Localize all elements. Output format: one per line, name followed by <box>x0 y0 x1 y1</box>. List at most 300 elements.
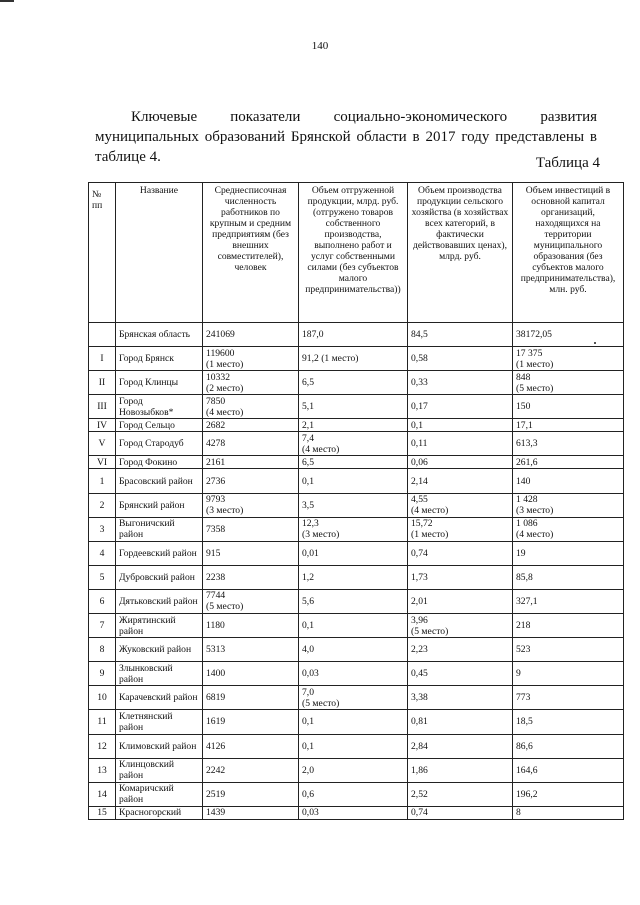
table-row <box>89 734 624 758</box>
cell-num <box>89 432 116 456</box>
cell-invest-rank: (5 место) <box>516 382 554 394</box>
cell-num <box>89 419 116 432</box>
cell-shipped <box>299 638 408 662</box>
cell-invest <box>513 469 624 493</box>
cell-shipped-value: 2,1 <box>302 419 314 431</box>
cell-agri <box>408 323 513 347</box>
cell-employees <box>203 541 299 565</box>
cell-shipped <box>299 565 408 589</box>
cell-invest <box>513 734 624 758</box>
cell-name <box>116 469 203 493</box>
cell-invest <box>513 323 624 347</box>
cell-employees-value: 5313 <box>206 644 226 656</box>
cell-agri <box>408 456 513 469</box>
cell-name <box>116 456 203 469</box>
cell-shipped <box>299 456 408 469</box>
cell-invest <box>513 662 624 686</box>
cell-num <box>89 323 116 347</box>
cell-employees-value: 7744 <box>206 590 226 602</box>
cell-shipped <box>299 419 408 432</box>
cell-shipped-value: 5,6 <box>302 595 314 607</box>
cell-employees <box>203 517 299 541</box>
cell-shipped-value: 1,2 <box>302 571 314 583</box>
cell-shipped-value: 3,5 <box>302 499 314 511</box>
cell-shipped-value: 7,4 <box>302 432 314 444</box>
cell-num <box>89 589 116 613</box>
cell-name-value: Выгоничский район <box>119 518 175 541</box>
cell-agri-value: 0,1 <box>411 419 423 431</box>
cell-employees <box>203 493 299 517</box>
cell-employees <box>203 456 299 469</box>
cell-invest <box>513 493 624 517</box>
header-employees: Среднесписочная численность работников по крупным и средним предприятиям (без внешних совместителей), человек <box>203 183 299 323</box>
cell-agri-value: 0,33 <box>411 377 428 389</box>
table-row <box>89 371 624 395</box>
cell-shipped <box>299 432 408 456</box>
cell-shipped-value: 7,0 <box>302 686 314 698</box>
cell-agri <box>408 565 513 589</box>
cell-agri-value: 84,5 <box>411 329 428 341</box>
cell-employees <box>203 469 299 493</box>
cell-employees-rank: (5 место) <box>206 601 244 613</box>
table-row <box>89 758 624 782</box>
cell-num <box>89 395 116 419</box>
cell-shipped <box>299 323 408 347</box>
cell-num <box>89 686 116 710</box>
cell-agri <box>408 662 513 686</box>
header-num: № пп <box>89 183 116 323</box>
cell-agri-value: 3,38 <box>411 692 428 704</box>
cell-agri-rank: (5 место) <box>411 625 449 637</box>
cell-employees-value: 2682 <box>206 419 226 431</box>
cell-employees-value: 2736 <box>206 475 226 487</box>
cell-num-value: 3 <box>99 523 105 535</box>
cell-agri <box>408 734 513 758</box>
cell-shipped-value: 0,03 <box>302 807 319 819</box>
cell-num-value: I <box>100 353 104 365</box>
cell-name <box>116 432 203 456</box>
cell-name-value: Город Фокино <box>119 456 178 468</box>
cell-name-value: Дятьковский район <box>119 595 198 607</box>
cell-invest <box>513 456 624 469</box>
cell-employees-value: 119600 <box>206 347 235 359</box>
cell-agri-value: 0,81 <box>411 716 428 728</box>
cell-agri <box>408 638 513 662</box>
cell-invest <box>513 806 624 819</box>
table-row <box>89 782 624 806</box>
cell-shipped <box>299 614 408 638</box>
cell-shipped-rank: (4 место) <box>302 443 340 455</box>
cell-invest-value: 85,8 <box>516 571 533 583</box>
cell-name <box>116 419 203 432</box>
cell-invest <box>513 371 624 395</box>
cell-name <box>116 395 203 419</box>
table-row <box>89 662 624 686</box>
cell-name-value: Карачевский район <box>119 692 198 704</box>
cell-invest-value: 261,6 <box>516 456 538 468</box>
cell-shipped-value: 2,0 <box>302 764 314 776</box>
cell-employees-value: 6819 <box>206 692 226 704</box>
cell-agri-value: 2,23 <box>411 644 428 656</box>
cell-agri <box>408 469 513 493</box>
table-row <box>89 395 624 419</box>
cell-num-value: 9 <box>99 668 105 680</box>
cell-name-value: Дубровский район <box>119 571 195 583</box>
cell-invest-value: 196,2 <box>516 788 538 800</box>
cell-num-value: 13 <box>97 764 107 776</box>
cell-name-value: Клинцовский район <box>119 759 175 782</box>
intro-paragraph: Ключевые показатели социально-экономического развития муниципальных образований Брянской области в 2017 году представлены в таблице 4. <box>95 109 597 165</box>
indicators-table <box>88 182 624 820</box>
cell-num <box>89 782 116 806</box>
cell-num-value: 8 <box>99 644 105 656</box>
cell-name-value: Город Клинцы <box>119 377 179 389</box>
cell-employees <box>203 395 299 419</box>
cell-num <box>89 758 116 782</box>
cell-employees-value: 10332 <box>206 371 230 383</box>
cell-agri <box>408 517 513 541</box>
table-row <box>89 323 624 347</box>
header-name: Название <box>116 183 203 323</box>
cell-employees-value: 7850 <box>206 395 226 407</box>
cell-agri-value: 0,74 <box>411 807 428 819</box>
cell-invest-value: 17 375 <box>516 347 543 359</box>
cell-shipped-value: 91,2 (1 место) <box>302 353 359 365</box>
cell-invest <box>513 432 624 456</box>
table-row <box>89 710 624 734</box>
cell-agri-value: 2,14 <box>411 475 428 487</box>
cell-name <box>116 638 203 662</box>
cell-invest-rank: (1 место) <box>516 358 554 370</box>
cell-num <box>89 541 116 565</box>
cell-num <box>89 614 116 638</box>
cell-agri <box>408 758 513 782</box>
table-caption: Таблица 4 <box>535 155 600 171</box>
cell-invest-value: 218 <box>516 620 531 632</box>
cell-agri <box>408 395 513 419</box>
cell-employees-value: 4126 <box>206 740 226 752</box>
cell-agri <box>408 432 513 456</box>
table-row <box>89 614 624 638</box>
table-row <box>89 686 624 710</box>
table-row <box>89 541 624 565</box>
cell-agri-value: 2,52 <box>411 788 428 800</box>
cell-invest <box>513 541 624 565</box>
cell-invest-value: 19 <box>516 547 526 559</box>
cell-employees <box>203 662 299 686</box>
cell-employees-rank: (4 место) <box>206 406 244 418</box>
cell-invest <box>513 758 624 782</box>
cell-num <box>89 710 116 734</box>
cell-invest-value: 18,5 <box>516 716 533 728</box>
cell-employees-value: 4278 <box>206 438 226 450</box>
cell-shipped <box>299 662 408 686</box>
cell-invest <box>513 614 624 638</box>
cell-invest-value: 140 <box>516 475 531 487</box>
cell-name-value: Жуковский район <box>119 644 192 656</box>
cell-invest-value: 773 <box>516 692 531 704</box>
cell-name-value: Климовский район <box>119 740 197 752</box>
cell-invest-value: 848 <box>516 371 531 383</box>
cell-agri-rank: (1 место) <box>411 529 449 541</box>
cell-agri <box>408 541 513 565</box>
cell-num <box>89 662 116 686</box>
cell-agri <box>408 806 513 819</box>
cell-employees <box>203 565 299 589</box>
cell-shipped-value: 0,1 <box>302 716 314 728</box>
cell-shipped-value: 0,6 <box>302 788 314 800</box>
cell-agri-value: 0,45 <box>411 668 428 680</box>
cell-employees-value: 2519 <box>206 788 226 800</box>
cell-shipped <box>299 469 408 493</box>
cell-agri <box>408 686 513 710</box>
cell-employees-value: 1619 <box>206 716 226 728</box>
cell-employees-value: 2242 <box>206 764 226 776</box>
cell-num <box>89 638 116 662</box>
page-number: 140 <box>311 40 329 52</box>
cell-name <box>116 589 203 613</box>
cell-name-value: Город Стародуб <box>119 438 184 450</box>
cell-employees-value: 1400 <box>206 668 226 680</box>
cell-invest-value: 8 <box>516 807 521 819</box>
cell-invest-rank: (4 место) <box>516 529 554 541</box>
cell-agri-value: 2,84 <box>411 740 428 752</box>
header-shipped: Объем отгруженной продукции, млрд. руб. (отгружено товаров собственного производства, выполнено работ и услуг собственными силами (без субъектов малого предпринимательства)) <box>299 183 408 323</box>
cell-name <box>116 493 203 517</box>
cell-name <box>116 614 203 638</box>
cell-employees-rank: (2 место) <box>206 382 244 394</box>
cell-name-value: Брасовский район <box>119 475 193 487</box>
cell-agri-value: 3,96 <box>411 614 428 626</box>
cell-shipped <box>299 517 408 541</box>
cell-agri-value: 0,11 <box>411 438 428 450</box>
cell-agri-value: 15,72 <box>411 518 433 530</box>
cell-num-value: 15 <box>97 807 107 819</box>
cell-shipped-value: 6,5 <box>302 377 314 389</box>
cell-invest <box>513 638 624 662</box>
cell-shipped <box>299 734 408 758</box>
cell-name <box>116 347 203 371</box>
table-row <box>89 806 624 819</box>
cell-agri <box>408 493 513 517</box>
cell-agri <box>408 614 513 638</box>
cell-shipped-value: 0,03 <box>302 668 319 680</box>
cell-name-value: Красногорский <box>119 807 182 819</box>
cell-employees-value: 2238 <box>206 571 226 583</box>
table-row <box>89 517 624 541</box>
header-invest: Объем инвестиций в основной капитал организаций, находящихся на территории муниципального образования (без субъектов малого предпринимательства), млн. руб. <box>513 183 624 323</box>
cell-num-value: 2 <box>99 499 105 511</box>
cell-employees-rank: (3 место) <box>206 505 244 517</box>
cell-invest-value: 164,6 <box>516 764 538 776</box>
cell-num <box>89 565 116 589</box>
cell-employees <box>203 323 299 347</box>
cell-agri <box>408 710 513 734</box>
table-row <box>89 347 624 371</box>
cell-name <box>116 371 203 395</box>
cell-employees <box>203 638 299 662</box>
table-row <box>89 469 624 493</box>
cell-agri-value: 0,17 <box>411 401 428 413</box>
cell-employees-rank: (1 место) <box>206 358 244 370</box>
cell-shipped <box>299 395 408 419</box>
cell-invest-value: 86,6 <box>516 740 533 752</box>
cell-invest <box>513 782 624 806</box>
cell-agri-value: 0,58 <box>411 353 428 365</box>
cell-shipped-value: 0,1 <box>302 620 314 632</box>
cell-shipped-value: 0,1 <box>302 740 314 752</box>
cell-invest <box>513 565 624 589</box>
cell-num-value: 1 <box>99 475 105 487</box>
table-body <box>89 323 624 820</box>
cell-num <box>89 806 116 819</box>
cell-employees <box>203 782 299 806</box>
cell-shipped-value: 4,0 <box>302 644 314 656</box>
cell-name-value: Город Сельцо <box>119 419 175 431</box>
cell-employees <box>203 710 299 734</box>
cell-invest-value: 613,3 <box>516 438 538 450</box>
cell-shipped-value: 6,5 <box>302 456 314 468</box>
cell-name-value: Жирятинский район <box>119 614 176 637</box>
cell-num <box>89 493 116 517</box>
cell-num-value: IV <box>96 419 108 431</box>
cell-employees-value: 1180 <box>206 620 225 632</box>
cell-num-value: 6 <box>99 595 105 607</box>
table-header-row <box>89 183 624 323</box>
cell-num <box>89 734 116 758</box>
table-row <box>89 589 624 613</box>
cell-invest-value: 523 <box>516 644 531 656</box>
cell-employees-value: 9793 <box>206 494 226 506</box>
cell-name-value: Город Новозыбков* <box>119 395 174 418</box>
cell-invest <box>513 347 624 371</box>
cell-invest-value: 1 086 <box>516 518 538 530</box>
cell-employees <box>203 347 299 371</box>
cell-invest <box>513 517 624 541</box>
table-row <box>89 638 624 662</box>
cell-agri <box>408 419 513 432</box>
cell-invest <box>513 395 624 419</box>
cell-employees <box>203 419 299 432</box>
cell-name-value: Злынковский район <box>119 662 173 685</box>
table-row <box>89 493 624 517</box>
cell-num <box>89 371 116 395</box>
cell-agri-value: 0,06 <box>411 456 428 468</box>
cell-employees <box>203 806 299 819</box>
cell-shipped <box>299 686 408 710</box>
cell-agri <box>408 782 513 806</box>
cell-invest-value: 9 <box>516 668 521 680</box>
cell-shipped <box>299 541 408 565</box>
cell-invest-value: 17,1 <box>516 419 533 431</box>
cell-num-value: VI <box>96 456 108 468</box>
cell-shipped <box>299 710 408 734</box>
cell-shipped-value: 187,0 <box>302 329 324 341</box>
cell-name <box>116 734 203 758</box>
cell-employees <box>203 371 299 395</box>
table-row <box>89 419 624 432</box>
cell-name <box>116 565 203 589</box>
cell-invest <box>513 419 624 432</box>
table-row <box>89 432 624 456</box>
cell-num-value: 14 <box>97 788 107 800</box>
cell-invest-value: 327,1 <box>516 595 538 607</box>
cell-name <box>116 323 203 347</box>
cell-invest-value: 38172,05 <box>516 329 552 341</box>
cell-employees-value: 1439 <box>206 807 226 819</box>
cell-invest <box>513 589 624 613</box>
cell-employees <box>203 614 299 638</box>
cell-num <box>89 347 116 371</box>
cell-invest-rank: (3 место) <box>516 505 554 517</box>
cell-name-value: Брянский район <box>119 499 185 511</box>
cell-name <box>116 782 203 806</box>
cell-shipped <box>299 589 408 613</box>
cell-shipped <box>299 758 408 782</box>
cell-agri-value: 4,55 <box>411 494 428 506</box>
cell-num-value: 12 <box>97 740 107 752</box>
cell-name-value: Клетнянский район <box>119 710 173 733</box>
cell-employees-value: 2161 <box>206 456 226 468</box>
header-agri: Объем производства продукции сельского хозяйства (в хозяйствах всех категорий, в фактически действовавших ценах), млрд. руб. <box>408 183 513 323</box>
cell-agri <box>408 347 513 371</box>
cell-num <box>89 469 116 493</box>
cell-shipped-rank: (3 место) <box>302 529 340 541</box>
cell-name <box>116 758 203 782</box>
cell-num-value: 7 <box>99 620 105 632</box>
cell-num-value: V <box>98 438 106 450</box>
cell-employees-value: 915 <box>206 547 221 559</box>
cell-agri-value: 1,73 <box>411 571 428 583</box>
cell-employees <box>203 734 299 758</box>
cell-shipped-value: 5,1 <box>302 401 314 413</box>
cell-name-value: Город Брянск <box>119 353 174 365</box>
cell-agri <box>408 371 513 395</box>
cell-employees-value: 241069 <box>206 329 235 341</box>
cell-invest-value: 1 428 <box>516 494 538 506</box>
cell-num-value: 4 <box>99 547 105 559</box>
cell-shipped <box>299 806 408 819</box>
corner-mark <box>0 0 14 2</box>
table-row <box>89 565 624 589</box>
cell-employees-value: 7358 <box>206 523 226 535</box>
cell-invest-value: 150 <box>516 401 531 413</box>
cell-shipped <box>299 371 408 395</box>
cell-num-value: 5 <box>99 571 105 583</box>
cell-shipped-value: 0,01 <box>302 547 319 559</box>
cell-name <box>116 517 203 541</box>
cell-shipped-value: 0,1 <box>302 475 314 487</box>
cell-name <box>116 806 203 819</box>
cell-agri-value: 2,01 <box>411 595 428 607</box>
cell-num-value: II <box>98 377 106 389</box>
cell-invest <box>513 710 624 734</box>
cell-employees <box>203 432 299 456</box>
cell-name <box>116 710 203 734</box>
cell-num <box>89 456 116 469</box>
cell-name-value: Гордеевский район <box>119 547 197 559</box>
cell-invest <box>513 686 624 710</box>
cell-agri-rank: (4 место) <box>411 505 449 517</box>
cell-name-value: Комаричский район <box>119 783 174 806</box>
cell-employees <box>203 686 299 710</box>
cell-agri-value: 0,74 <box>411 547 428 559</box>
cell-shipped <box>299 493 408 517</box>
cell-name <box>116 662 203 686</box>
cell-num-value: III <box>97 401 107 413</box>
cell-name <box>116 686 203 710</box>
cell-shipped <box>299 347 408 371</box>
